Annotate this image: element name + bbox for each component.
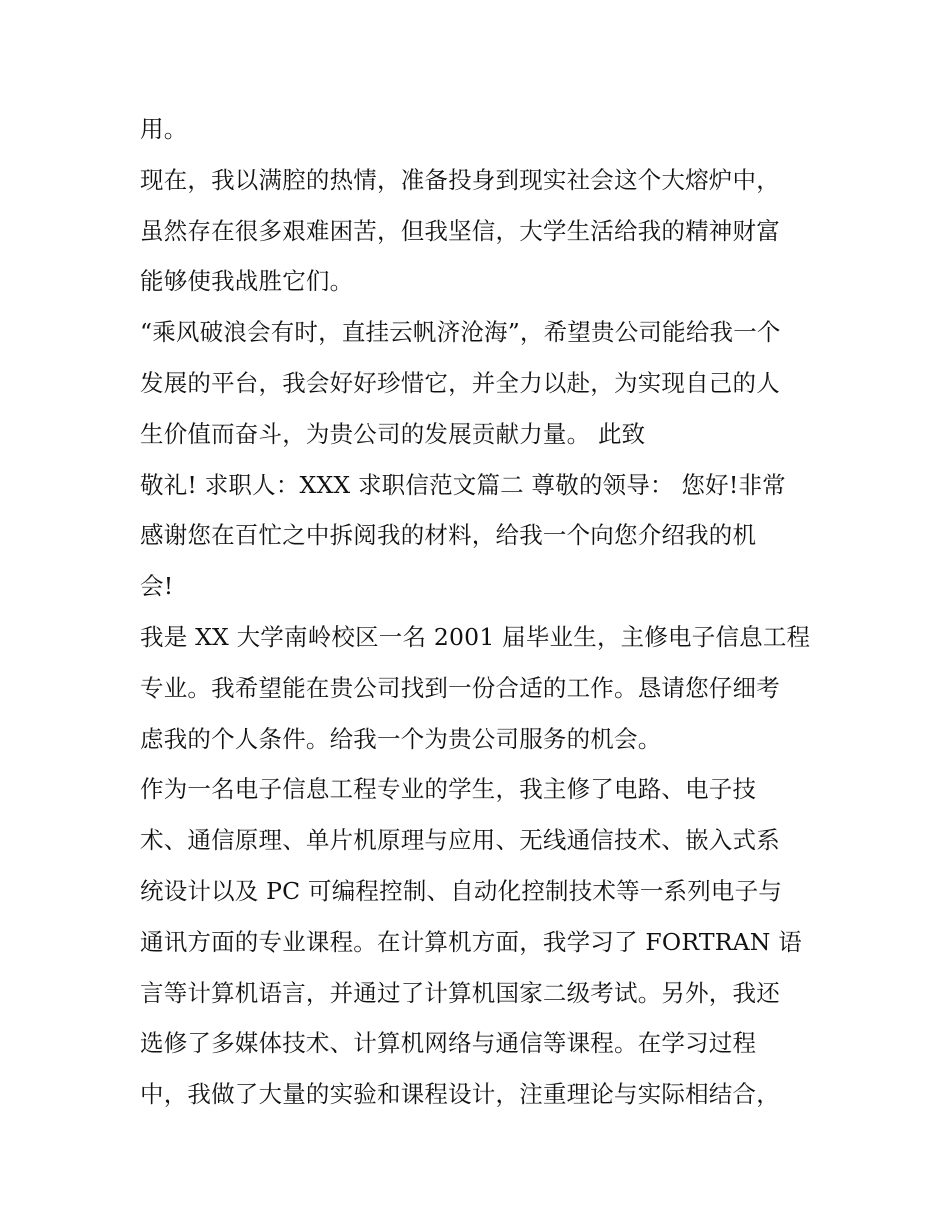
text-line: 专业。我希望能在贵公司找到一份合适的工作。恳请您仔细考 <box>140 673 780 702</box>
text-line: “乘风破浪会有时，直挂云帆济沧海”，希望贵公司能给我一个 <box>140 318 781 347</box>
text-line: 术、通信原理、单片机原理与应用、无线通信技术、嵌入式系 <box>140 826 780 855</box>
text-line: 作为一名电子信息工程专业的学生，我主修了电路、电子技 <box>140 775 757 804</box>
text-line: 统设计以及 PC 可编程控制、自动化控制技术等一系列电子与 <box>140 876 783 905</box>
text-line: 会! <box>140 572 174 601</box>
text-line: 言等计算机语言，并通过了计算机国家二级考试。另外，我还 <box>140 978 780 1007</box>
text-line: 敬礼! 求职人：XXX 求职信范文篇二 尊敬的领导： 您好!非常 <box>140 470 786 499</box>
text-line: 感谢您在百忙之中拆阅我的材料，给我一个向您介绍我的机 <box>140 521 757 550</box>
text-line: 用。 <box>140 115 188 143</box>
text-line: 通讯方面的专业课程。在计算机方面，我学习了 FORTRAN 语 <box>140 927 802 956</box>
text-line: 中，我做了大量的实验和课程设计，注重理论与实际相结合， <box>140 1080 780 1109</box>
text-line: 选修了多媒体技术、计算机网络与通信等课程。在学习过程 <box>140 1029 757 1058</box>
text-line: 能够使我战胜它们。 <box>140 267 354 296</box>
letter-body <box>140 104 820 1120</box>
text-line: 现在，我以满腔的热情，准备投身到现实社会这个大熔炉中， <box>140 165 780 194</box>
text-line: 虑我的个人条件。给我一个为贵公司服务的机会。 <box>140 724 662 753</box>
text-line: 虽然存在很多艰难困苦，但我坚信，大学生活给我的精神财富 <box>140 216 780 245</box>
text-line: 发展的平台，我会好好珍惜它，并全力以赴，为实现自己的人 <box>140 368 780 397</box>
text-line: 生价值而奋斗，为贵公司的发展贡献力量。 此致 <box>140 419 646 448</box>
text-line: 我是 XX 大学南岭校区一名 2001 届毕业生，主修电子信息工程 <box>140 622 811 651</box>
